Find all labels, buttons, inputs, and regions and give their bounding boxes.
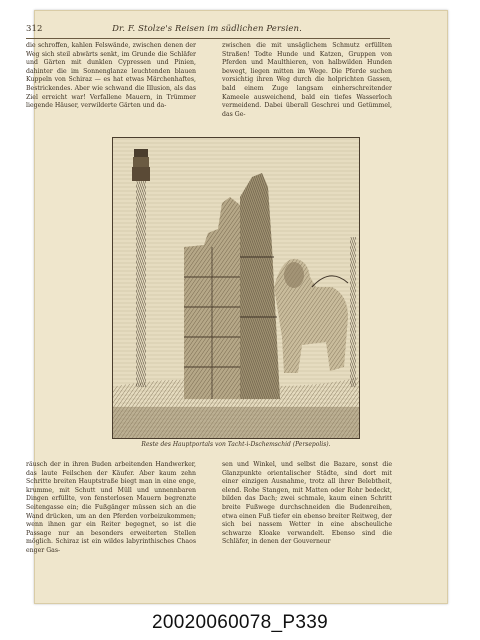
engraving-illustration	[112, 137, 360, 439]
running-header	[26, 24, 388, 38]
figure-caption: Reste des Hauptportals von Tacht-i-Dschemschid (Persepolis).	[141, 441, 331, 448]
text-column-bottom-left	[26, 461, 196, 557]
text-column-top-left	[26, 42, 196, 122]
archive-identifier: 20020060078_P339	[152, 612, 328, 633]
persepolis-gate-engraving	[112, 137, 360, 439]
paragraph: räusch der in ihren Buden arbeitenden Handwerker, das laute Feilschen der Käufer. Aber kaum zehn Schritte breiten Hauptstraße biegt man in eine enge, krumme, mit Schutt und Müll und unnennbaren Dingen erfüllte, von fensterlosen Mauern begrenzte Seitengasse ein; die Fußgänger müssen sich an die Wand drücken, um an den Pferden vorbeizukommen; wenn ihnen gar ein Reiter begegnet, so ist die Passage nur an besonders erweiterten Stellen möglich. Schiraz ist ein wildes labyrinthisches Chaos enger Gas-	[26, 461, 196, 554]
page-number: 312	[26, 24, 43, 34]
text-column-bottom-right	[222, 461, 392, 557]
running-title: Dr. F. Stolze's Reisen im südlichen Persien.	[112, 24, 302, 34]
text-column-top-right	[222, 42, 392, 122]
paragraph: zwischen die mit unsäglichem Schmutz erfüllten Straßen! Todte Hunde und Katzen, Gruppen von Pferden und Maulthieren, von halbwilden Hunden bewegt, liegen mitten im Wege. Die Pferde suchen vorsichtig ihren Weg durch die holprichten Gassen, bald einem Zuge langsam einherschreitender Kameele ausweichend, bald ein tiefes Wasserloch vermeidend. Dabei überall Geschrei und Getümmel, das Ge-	[222, 42, 392, 118]
header-rule	[26, 38, 390, 39]
paragraph: sen und Winkel, und selbst die Bazare, sonst die Glanzpunkte orientalischer Städte, sind dort mit einer einzigen Ausnahme, trotz all ihrer Belebtheit, elend. Rohe Stangen, mit Matten oder Rohr bedeckt, bilden das Dach; zwei schmale, kaum einen Schritt breite Fußwege durchschneiden die Budenreihen, etwa einen Fuß tiefer ein ebenso breiter Reitweg, der sich bei nassem Wetter in eine abscheuliche schwarze Kloake verwandelt. Ebenso sind die Schläfer, in denen der Gouverneur	[222, 461, 392, 546]
paragraph: die schroffen, kahlen Felswände, zwischen denen der Weg sich steil abwärts senkt, im Grunde die Schläfer und Gärten mit dunklen Cypressen und Pinien, dahinter die im Sonnenglanze leuchtenden blauen Kuppeln von Schiraz — es hat etwas Märchenhaftes, Bestrickendes. Aber wie schwand die Illusion, als das Ziel erreicht war! Verfallene Mauern, in Trümmer liegende Häuser, verwilderte Gärten und da-	[26, 42, 196, 110]
